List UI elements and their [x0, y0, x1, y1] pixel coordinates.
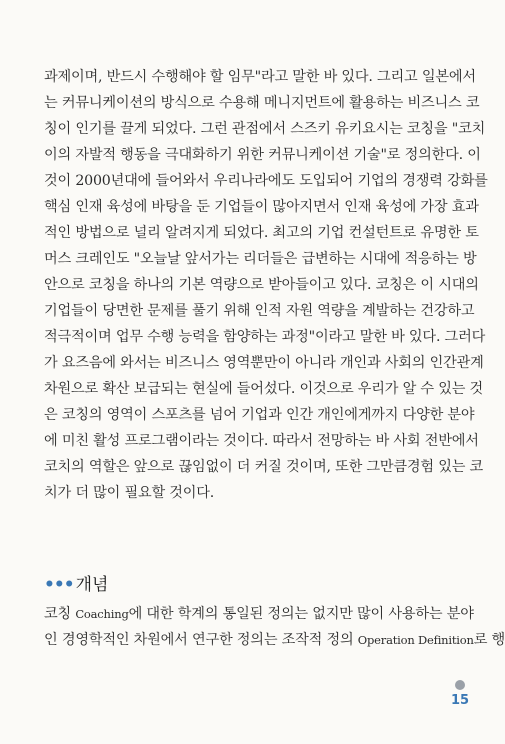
- text-line: 는 커뮤니케이션의 방식으로 수용해 메니지먼트에 활용하는 비즈니스 코: [44, 95, 480, 111]
- text-line: [44, 601, 474, 627]
- text-line: 칭이 인기를 끌게 되었다. 그런 관점에서 스즈키 유키요시는 코칭을 "코치: [44, 121, 486, 137]
- latin-term: Coaching: [75, 607, 129, 621]
- latin-term: Operation Definition: [357, 633, 474, 647]
- text-line: 적극적이며 업무 수행 능력을 함양하는 과정"이라고 말한 바 있다. 그러다: [44, 329, 486, 345]
- section-bullet-icon: •••: [44, 575, 74, 595]
- text-line: 이의 자발적 행동을 극대화하기 위한 커뮤니케이션 기술"로 정의한다. 이: [44, 147, 481, 163]
- text-line: 가 요즈음에 와서는 비즈니스 영역뿐만이 아니라 개인과 사회의 인간관계: [44, 355, 484, 371]
- text-line: 적인 방법으로 널리 알려지게 되었다. 최고의 기업 컨설턴트로 유명한 토: [44, 225, 479, 241]
- text-line: 에 미친 활성 프로그램이라는 것이다. 따라서 전망하는 바 사회 전반에서: [44, 433, 479, 449]
- text-fragment: 로 행: [473, 632, 505, 648]
- text-line: 머스 크레인도 "오늘날 앞서가는 리더들은 급변하는 시대에 적응하는 방: [44, 251, 477, 267]
- page-marker-dot-icon: [455, 680, 465, 690]
- text-line: 치가 더 많이 필요할 것이다.: [44, 485, 215, 501]
- text-line: 차원으로 확산 보급되는 현실에 들어섰다. 이것으로 우리가 알 수 있는 것: [44, 381, 484, 397]
- text-line: 기업들이 당면한 문제를 풀기 위해 인적 자원 역량을 계발하는 건강하고: [44, 303, 475, 319]
- text-line: 은 코칭의 영역이 스포츠를 넘어 기업과 인간 개인에게까지 다양한 분야: [44, 407, 475, 423]
- body-paragraph: [44, 64, 488, 506]
- text-fragment: 코칭: [44, 606, 76, 622]
- page-number: 15: [451, 693, 470, 708]
- text-line: 코치의 역할은 앞으로 끊임없이 더 커질 것이며, 또한 그만큼경험 있는 코: [44, 459, 484, 475]
- section-paragraph: [44, 601, 505, 653]
- text-line: 것이 2000년대에 들어와서 우리나라에도 도입되어 기업의 경쟁력 강화를: [44, 173, 488, 189]
- text-line: 과제이며, 반드시 수행해야 할 임무"라고 말한 바 있다. 그리고 일본에서: [44, 69, 476, 85]
- text-line: 안으로 코칭을 하나의 기본 역량으로 받아들이고 있다. 코칭은 이 시대의: [44, 277, 479, 293]
- text-line: 핵심 인재 육성에 바탕을 둔 기업들이 많아지면서 인재 육성에 가장 효과: [44, 199, 479, 215]
- text-fragment: 인 경영학적인 차원에서 연구한 정의는 조작적 정의: [44, 632, 358, 648]
- text-line: [44, 627, 505, 653]
- section-heading: [44, 572, 108, 598]
- text-fragment: 에 대한 학계의 통일된 정의는 없지만 많이 사용하는 분야: [128, 606, 474, 622]
- section-title-text: 개념: [75, 575, 109, 595]
